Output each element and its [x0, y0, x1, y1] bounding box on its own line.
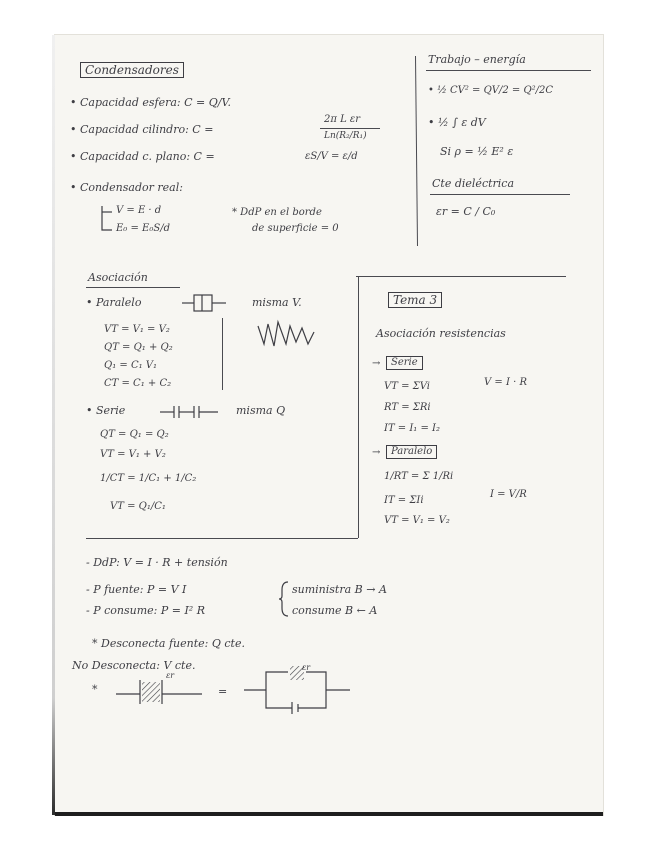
tema3-serie-eq-3: IT = I₁ = I₂	[384, 423, 441, 434]
equals-mark: =	[218, 685, 228, 698]
section-bottom-rule	[86, 538, 358, 539]
paralelo-divider	[222, 318, 223, 390]
ddp-note-2: de superficie = 0	[252, 223, 339, 234]
tema3-serie-arrow-icon: →	[372, 358, 381, 369]
brace-icon	[278, 580, 290, 618]
page-left-edge	[52, 35, 55, 815]
paralelo-eq-2: QT = Q₁ + Q₂	[104, 342, 173, 353]
cte-underline	[430, 194, 570, 195]
cte-dielectrica-title: Cte dieléctrica	[432, 177, 515, 190]
tema3-paralelo-arrow-icon: →	[372, 447, 381, 458]
tema3-serie-eq-2: RT = ΣRi	[384, 402, 431, 413]
page-bottom-edge	[55, 812, 603, 816]
trabajo-line1: • ½ CV² = QV/2 = Q²/2C	[428, 85, 554, 96]
serie-capacitors-icon	[160, 404, 220, 420]
cte-equation: εr = C / C₀	[436, 205, 496, 218]
capacidad-cilindro: • Capacidad cilindro: C =	[70, 123, 214, 136]
tema3-top-rule	[356, 276, 566, 277]
plano-equation: εS/V = ε/d	[305, 151, 358, 162]
capacidad-plano: • Capacidad c. plano: C =	[70, 150, 215, 163]
condensadores-title: Condensadores	[80, 62, 184, 78]
serie-eq-2: VT = V₁ + V₂	[100, 449, 166, 460]
asociacion-underline	[86, 287, 180, 288]
pfuente-line: - P fuente: P = V I	[86, 583, 187, 596]
real-e-equation: E₀ = E₀S/d	[116, 223, 170, 234]
tema3-serie-label: Serie	[386, 356, 423, 370]
paralelo-eq-3: Q₁ = C₁ V₁	[104, 360, 158, 371]
paralelo-eq-1: VT = V₁ = V₂	[104, 324, 170, 335]
condensador-real: • Condensador real:	[70, 181, 183, 194]
serie-note: misma Q	[236, 404, 286, 417]
tema3-left-rule	[358, 276, 359, 538]
equivalent-circuit-icon	[244, 664, 354, 722]
trabajo-line2: • ½ ∫ ε dV	[428, 116, 486, 129]
dielectric-capacitor-icon	[116, 676, 204, 706]
tema3-paralelo-label: Paralelo	[386, 445, 437, 459]
no-desconecta-line: No Desconecta: V cte.	[72, 659, 196, 672]
trabajo-underline	[426, 70, 591, 71]
tema3-paralelo-eq-2: IT = ΣIi	[384, 495, 424, 506]
desconecta-line: * Desconecta fuente: Q cte.	[92, 637, 245, 650]
consume-line: consume B ← A	[292, 604, 378, 617]
er-label-1: εr	[166, 671, 175, 680]
paralelo-eq-4: CT = C₁ + C₂	[104, 378, 172, 389]
real-v-equation: V = E · d	[116, 205, 162, 216]
capacidad-esfera: • Capacidad esfera: C = Q/V.	[70, 96, 231, 109]
ddp-note-1: * DdP en el borde	[232, 207, 322, 218]
serie-eq-1: QT = Q₁ = Q₂	[100, 429, 169, 440]
er-label-2: εr	[302, 663, 311, 672]
ddp-line: - DdP: V = I · R + tensión	[86, 556, 228, 569]
tema3-serie-eq-1: VT = ΣVi	[384, 381, 430, 392]
ohm-law-2: I = V/R	[490, 489, 527, 500]
tema3-title: Tema 3	[388, 292, 442, 308]
tema3-paralelo-eq-3: VT = V₁ = V₂	[384, 515, 450, 526]
bracket-real	[98, 204, 118, 236]
trabajo-line3: Si ρ = ½ E² ε	[440, 145, 514, 158]
cilindro-numerator: 2π L εr	[324, 114, 361, 125]
paralelo-label: • Paralelo	[86, 296, 142, 309]
serie-eq-3: 1/CT = 1/C₁ + 1/C₂	[100, 473, 197, 484]
ohm-law: V = I · R	[484, 377, 527, 388]
tema3-subtitle: Asociación resistencias	[376, 327, 506, 340]
scribble-mark	[256, 318, 318, 350]
cilindro-fraction-bar	[320, 128, 380, 129]
paralelo-note: misma V.	[252, 296, 302, 309]
tema3-paralelo-eq-1: 1/RT = Σ 1/Ri	[384, 471, 454, 482]
trabajo-title: Trabajo – energía	[428, 53, 526, 66]
serie-label: • Serie	[86, 404, 126, 417]
asterisk-mark: *	[92, 683, 98, 696]
cilindro-denominator: Ln(R₂/R₁)	[324, 131, 367, 141]
pconsume-line: - P consume: P = I² R	[86, 604, 205, 617]
asociacion-title: Asociación	[88, 271, 148, 284]
paralelo-capacitor-icon	[182, 292, 228, 314]
suministra-line: suministra B → A	[292, 583, 387, 596]
serie-eq-4: VT = Q₁/C₁	[110, 501, 166, 512]
